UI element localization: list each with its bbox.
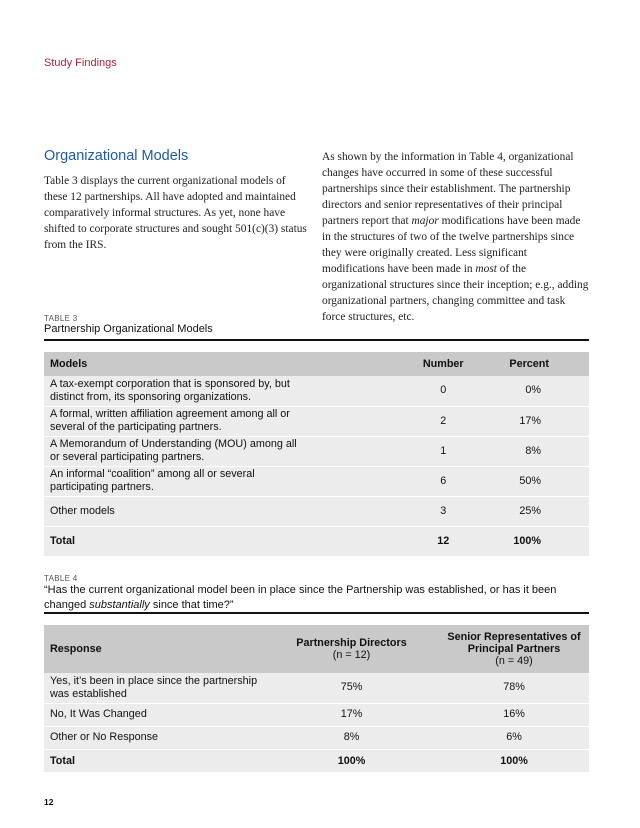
intro-paragraph: Table 3 displays the current organizational models of these 12 partnerships. All have adopted and maintained comparatively informal structures. As yet, none have shifted to corporate structures and sought 501(c)(3) status from the IRS. — [44, 175, 307, 251]
table4-header-reps — [439, 625, 589, 673]
table3-total-number: 12 — [313, 526, 470, 556]
table3 — [44, 352, 589, 556]
table3-total-row — [44, 526, 589, 556]
table-row — [44, 436, 589, 466]
table4-reps-cell: 78% — [439, 673, 589, 703]
table3-number-cell: 1 — [313, 436, 470, 466]
page-number: 12 — [44, 797, 54, 807]
table3-model-cell: A Memorandum of Understanding (MOU) among all or several participating partners. — [44, 436, 313, 466]
table3-header-percent: Percent — [470, 352, 589, 376]
body-text-3: of the organizational structures since their inception; e.g., adding organizational partners, changing committee and task force structures, etc. — [322, 263, 589, 323]
section-label: Study Findings — [44, 57, 117, 69]
table3-number-cell: 6 — [313, 466, 470, 496]
table3-model-cell: Other models — [44, 496, 313, 526]
table-row — [44, 466, 589, 496]
table4-header-row — [44, 625, 589, 673]
body-text-2: modifications have been made in the structures of two of the twelve partnerships since they were originally created. Less significant modifications have been made in — [322, 215, 581, 275]
table3-percent-cell: 50% — [470, 466, 589, 496]
table3-percent-cell: 0% — [470, 376, 589, 406]
table4-directors-cell: 17% — [264, 703, 439, 726]
table4-directors-cell: 8% — [264, 726, 439, 749]
table4-directors-cell: 75% — [264, 673, 439, 703]
table3-percent-cell: 8% — [470, 436, 589, 466]
table4-reps-cell: 16% — [439, 703, 589, 726]
table3-model-cell: A tax-exempt corporation that is sponsored by, but distinct from, its sponsoring organizations. — [44, 376, 313, 406]
table4-total-directors: 100% — [264, 749, 439, 772]
table4-label: TABLE 4 — [44, 574, 78, 583]
table3-header-row — [44, 352, 589, 376]
table3-rule — [44, 339, 589, 341]
table3-total-percent: 100% — [470, 526, 589, 556]
table3-header-number: Number — [313, 352, 470, 376]
table3-percent-cell: 25% — [470, 496, 589, 526]
table4-response-cell: No, It Was Changed — [44, 703, 264, 726]
table4-response-cell: Other or No Response — [44, 726, 264, 749]
body-text-1: As shown by the information in Table 4, organizational changes have occurred in some of these successful partnerships since their establishment. The partnership directors and senior representatives of their principal partners report that — [322, 151, 574, 227]
table4-header-reps-label: Senior Representatives of Principal Partners — [447, 631, 581, 655]
body-emphasis-major: major — [411, 215, 439, 227]
table4-title-emphasis: substantially — [89, 599, 150, 611]
table-row — [44, 376, 589, 406]
table3-label: TABLE 3 — [44, 314, 78, 323]
table-row — [44, 496, 589, 526]
table4-response-cell: Yes, it’s been in place since the partnership was established — [44, 673, 264, 703]
table4-title-text-1: “Has the current organizational model been in place since the Partnership was established, or has it been changed — [44, 584, 557, 611]
table4-header-response: Response — [44, 625, 264, 673]
table4 — [44, 625, 589, 772]
table3-percent-cell: 17% — [470, 406, 589, 436]
table4-reps-cell: 6% — [439, 726, 589, 749]
table4-header-directors — [264, 625, 439, 673]
body-emphasis-most: most — [475, 263, 497, 275]
table3-model-cell: A formal, written affiliation agreement among all or several of the participating partners. — [44, 406, 313, 436]
table-row — [44, 703, 589, 726]
section-heading: Organizational Models — [44, 148, 189, 164]
table4-total-row — [44, 749, 589, 772]
table-row — [44, 673, 589, 703]
body-paragraph — [322, 149, 590, 325]
table4-title-text-2: since that time?” — [149, 599, 234, 611]
table-row — [44, 406, 589, 436]
table4-header-reps-n: (n = 49) — [495, 655, 533, 667]
table-row — [44, 726, 589, 749]
table3-model-cell: An informal “coalition” among all or several participating partners. — [44, 466, 313, 496]
table4-header-directors-n: (n = 12) — [332, 649, 371, 661]
table3-number-cell: 3 — [313, 496, 470, 526]
table3-header-models: Models — [44, 352, 313, 376]
left-column — [44, 148, 310, 253]
right-column — [322, 149, 590, 325]
table4-header-directors-label: Partnership Directors — [296, 637, 407, 649]
table3-title: Partnership Organizational Models — [44, 323, 213, 335]
table4-total-label: Total — [44, 749, 264, 772]
table4-title — [44, 583, 589, 613]
table3-number-cell: 2 — [313, 406, 470, 436]
table3-number-cell: 0 — [313, 376, 470, 406]
table4-total-reps: 100% — [439, 749, 589, 772]
table4-rule — [44, 612, 589, 614]
table3-total-label: Total — [44, 526, 313, 556]
